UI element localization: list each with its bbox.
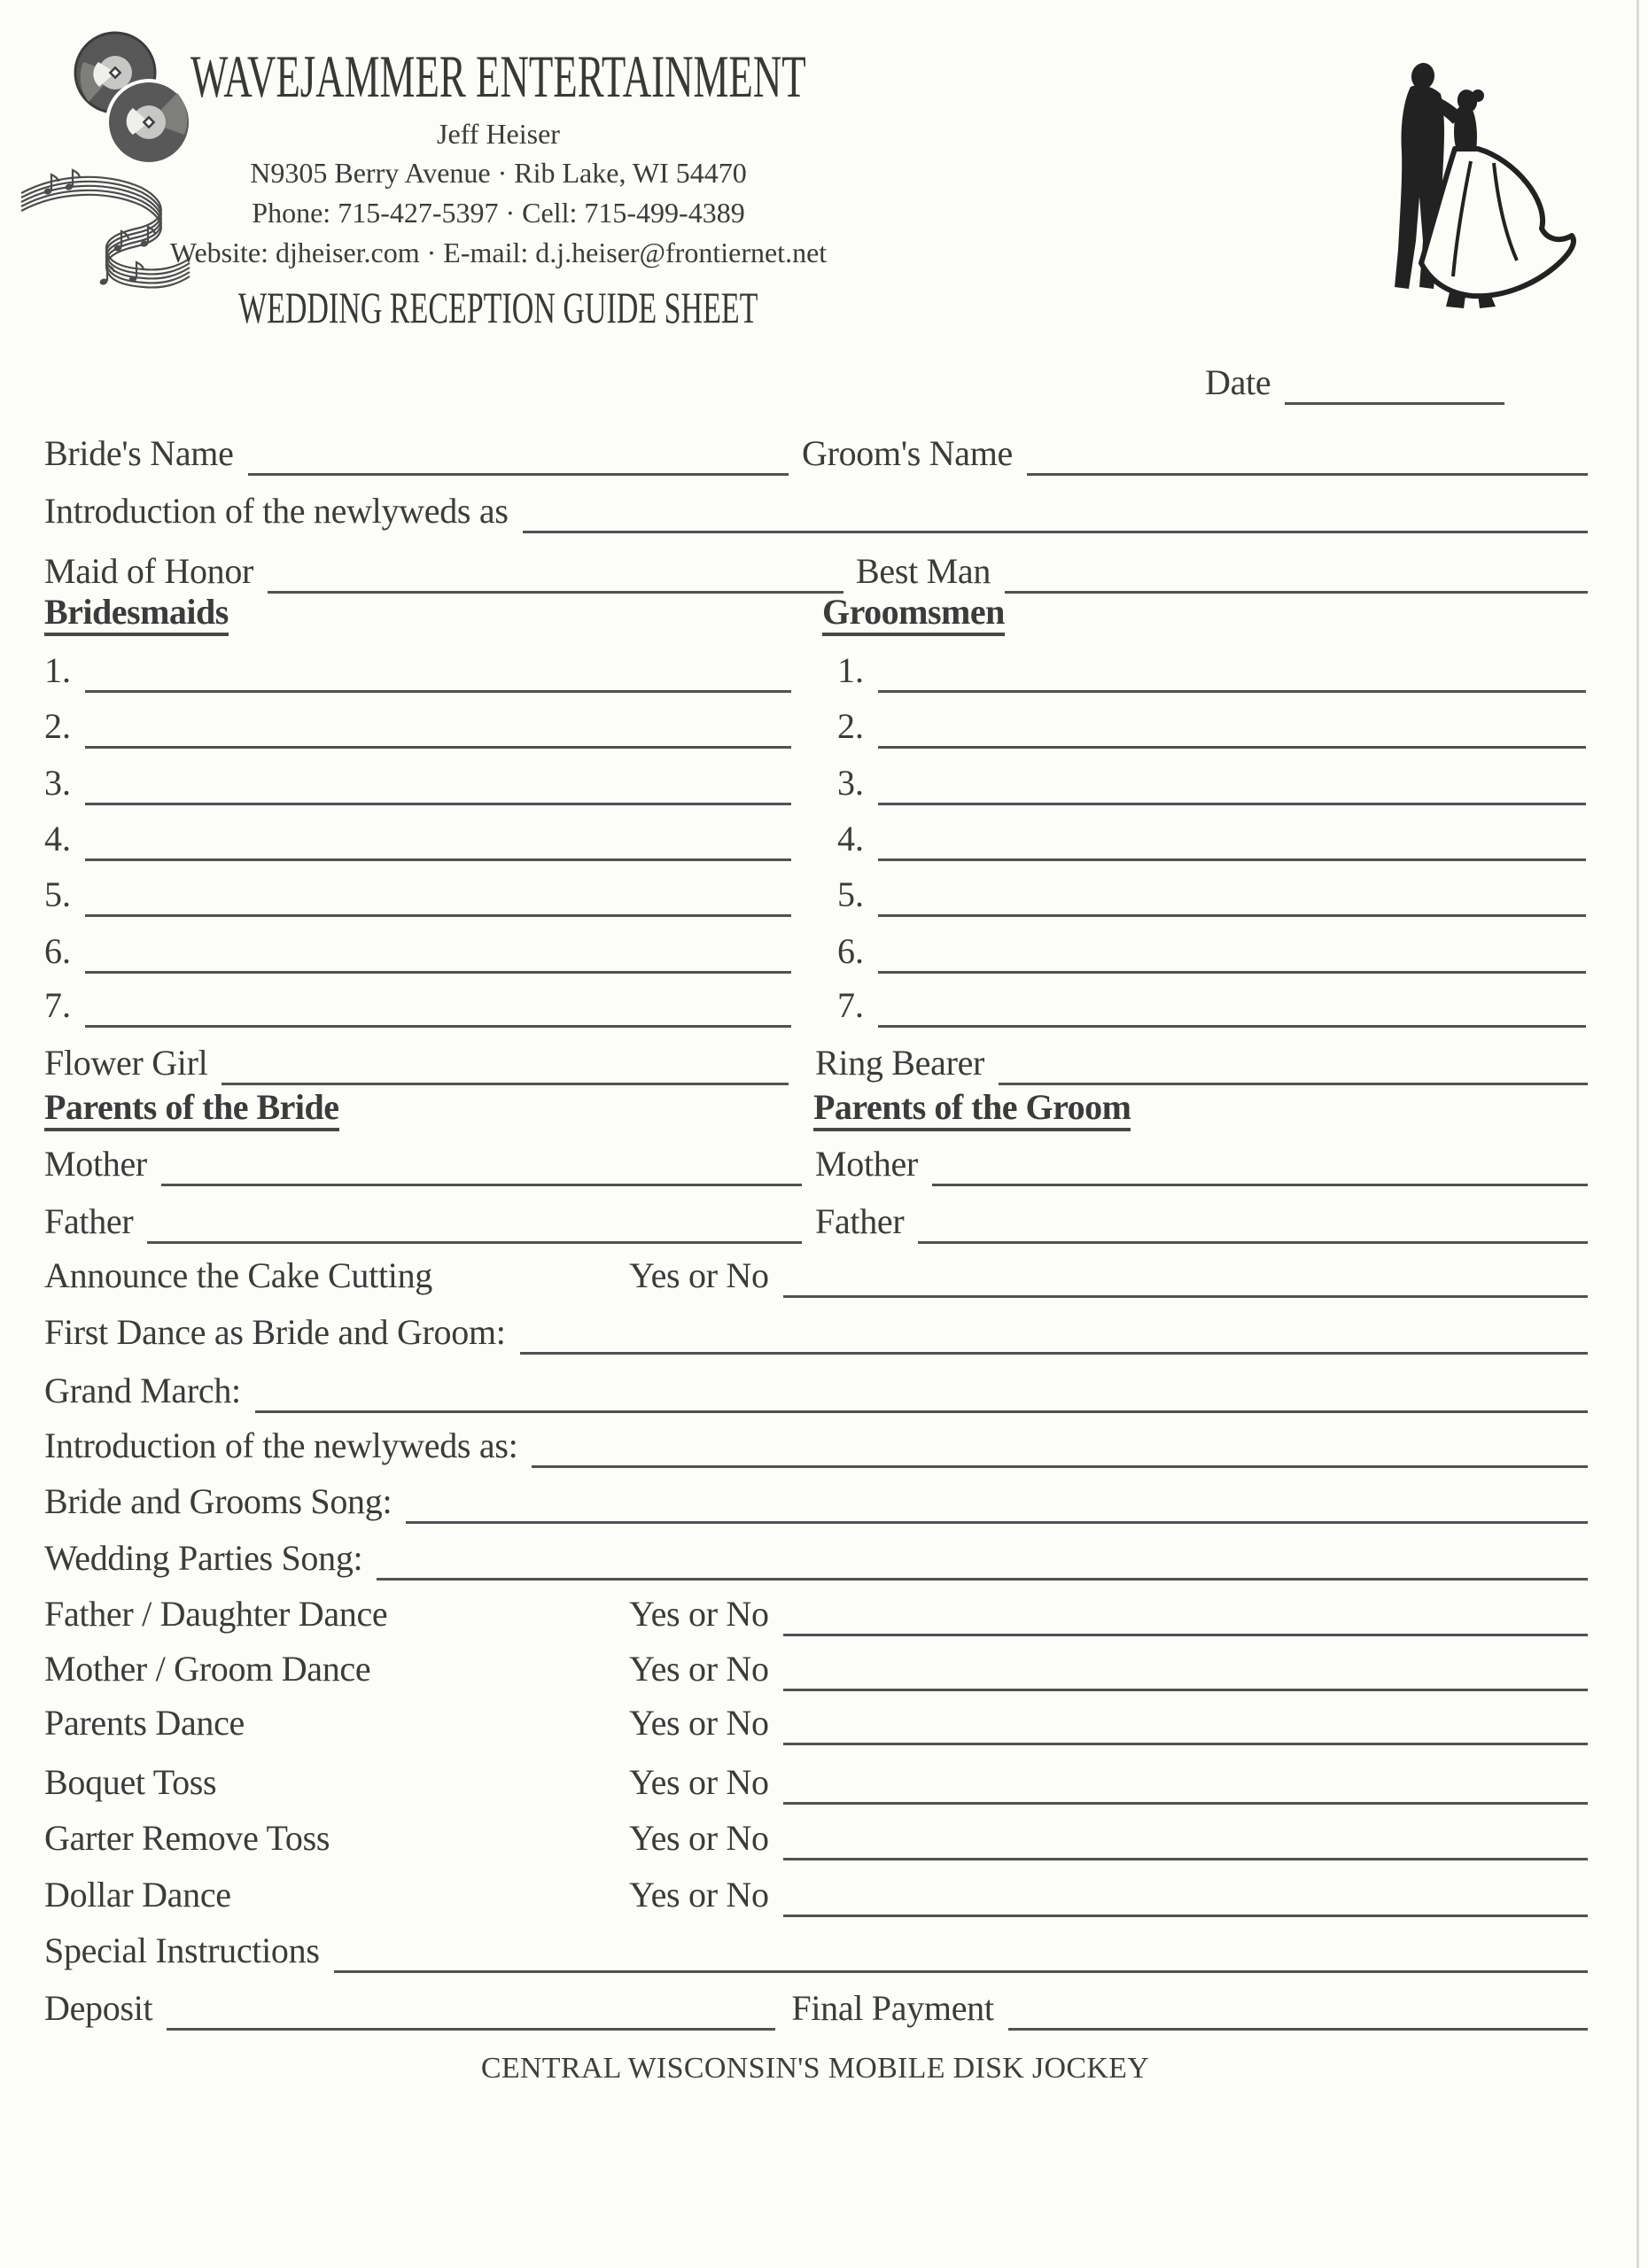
groomsman-row (837, 756, 1586, 805)
ring-bearer-label: Ring Bearer (815, 1043, 985, 1083)
special-instructions-label: Special Instructions (44, 1930, 320, 1970)
groomsman-blank-line (878, 971, 1586, 974)
yes-or-no-label: Yes or No (629, 1649, 769, 1689)
bridesmaid-blank-line (85, 858, 791, 861)
bridesmaid-row (44, 699, 791, 749)
bridesmaid-row (44, 756, 791, 805)
bridesmaid-row (44, 978, 791, 1028)
bridesmaid-number: 7. (44, 985, 71, 1025)
groomsman-number: 7. (837, 985, 864, 1025)
bridesmaid-blank-line (85, 914, 791, 917)
introduction-row (44, 484, 1588, 533)
groom-father-row (815, 1194, 1588, 1244)
groomsman-row (837, 643, 1586, 693)
dollar-dance-label: Dollar Dance (44, 1875, 231, 1915)
garter-remove-toss-row (44, 1811, 1588, 1860)
groomsman-row (837, 699, 1586, 749)
groomsman-number: 2. (837, 706, 864, 746)
yes-or-no-label: Yes or No (629, 1875, 769, 1915)
groomsman-number: 3. (837, 763, 864, 803)
mother-groom-dance-label: Mother / Groom Dance (44, 1649, 371, 1689)
yes-or-no-label: Yes or No (629, 1762, 769, 1802)
groomsman-blank-line (878, 690, 1586, 693)
father-daughter-dance-blank-line (783, 1634, 1588, 1636)
bride-father-blank-line (147, 1241, 802, 1244)
father-daughter-dance-row (44, 1587, 1588, 1636)
bridesmaid-row (44, 643, 791, 693)
maid-of-honor-label: Maid of Honor (44, 551, 254, 591)
boquet-toss-label: Boquet Toss (44, 1762, 217, 1802)
grand-march-blank-line (255, 1410, 1588, 1413)
groomsman-row (837, 978, 1586, 1028)
groomsmen-heading: Groomsmen (822, 594, 1005, 636)
introduction2-label: Introduction of the newlyweds as: (44, 1425, 518, 1465)
deposit-blank-line (167, 2028, 775, 2031)
phone-line: Phone: 715-427-5397 · Cell: 715-499-4389 (252, 197, 745, 229)
bride-grooms-song-blank-line (406, 1521, 1588, 1524)
wedding-parties-song-blank-line (377, 1578, 1588, 1581)
groomsman-blank-line (878, 858, 1586, 861)
groomsman-number: 4. (837, 819, 864, 858)
form-title: WEDDING RECEPTION GUIDE SHEET (238, 283, 758, 332)
grand-march-label: Grand March: (44, 1371, 241, 1410)
bridesmaid-row (44, 867, 791, 917)
groomsman-row (837, 924, 1586, 974)
groom-mother-blank-line (932, 1184, 1588, 1186)
groomsman-blank-line (878, 803, 1586, 805)
groomsman-number: 6. (837, 931, 864, 971)
groom-mother-label: Mother (815, 1144, 918, 1184)
bridesmaid-row (44, 812, 791, 861)
best-man-label: Best Man (856, 551, 991, 591)
parents-of-bride-heading: Parents of the Bride (44, 1089, 339, 1131)
grand-march-row (44, 1363, 1588, 1413)
dollar-dance-row (44, 1868, 1588, 1917)
wedding-parties-song-label: Wedding Parties Song: (44, 1538, 363, 1578)
cake-cutting-label: Announce the Cake Cutting (44, 1255, 432, 1295)
boquet-toss-blank-line (783, 1802, 1588, 1805)
first-dance-blank-line (520, 1352, 1588, 1355)
best-man-row (856, 544, 1588, 594)
flower-girl-row (44, 1036, 789, 1085)
introduction2-blank-line (532, 1465, 1588, 1468)
introduction-label: Introduction of the newlyweds as (44, 491, 509, 531)
final-payment-label: Final Payment (791, 1988, 994, 2028)
dancing-couple-icon (1364, 55, 1586, 314)
bridesmaid-number: 4. (44, 819, 71, 858)
groomsman-number: 1. (837, 650, 864, 690)
best-man-blank-line (1005, 591, 1588, 594)
mother-groom-dance-row (44, 1642, 1588, 1691)
cake-cutting-row (44, 1248, 1588, 1298)
groom-mother-row (815, 1137, 1588, 1186)
garter-remove-toss-label: Garter Remove Toss (44, 1818, 330, 1858)
brides-name-label: Bride's Name (44, 433, 234, 473)
bride-mother-blank-line (161, 1184, 802, 1186)
website-line: Website: djheiser.com · E-mail: d.j.heiser@frontiernet.net (169, 237, 828, 268)
bride-grooms-song-label: Bride and Grooms Song: (44, 1481, 393, 1521)
first-dance-label: First Dance as Bride and Groom: (44, 1312, 506, 1352)
yes-or-no-label: Yes or No (629, 1818, 769, 1858)
groomsman-number: 5. (837, 874, 864, 914)
brides-name-row (44, 426, 789, 476)
grooms-name-row (802, 426, 1588, 476)
brides-name-blank-line (248, 473, 789, 476)
wedding-parties-song-row (44, 1531, 1588, 1581)
yes-or-no-label: Yes or No (629, 1594, 769, 1634)
company-name: WAVEJAMMER ENTERTAINMENT (190, 43, 806, 110)
address-line: N9305 Berry Avenue · Rib Lake, WI 54470 (250, 157, 747, 189)
maid-of-honor-row (44, 544, 843, 594)
deposit-label: Deposit (44, 1988, 153, 2028)
music-staff-notes-icon (18, 168, 195, 301)
flower-girl-blank-line (222, 1083, 789, 1085)
parents-of-groom-heading: Parents of the Groom (813, 1089, 1131, 1131)
maid-of-honor-blank-line (268, 591, 843, 594)
footer-tagline: CENTRAL WISCONSIN'S MOBILE DISK JOCKEY (480, 2052, 1150, 2085)
bridesmaid-blank-line (85, 1025, 791, 1028)
bride-grooms-song-row (44, 1474, 1588, 1524)
groomsman-row (837, 812, 1586, 861)
boquet-toss-row (44, 1755, 1588, 1805)
groomsman-row (837, 867, 1586, 917)
final-payment-blank-line (1008, 2028, 1588, 2031)
bridesmaid-blank-line (85, 746, 791, 749)
first-dance-row (44, 1305, 1588, 1355)
yes-or-no-label: Yes or No (629, 1703, 769, 1743)
groomsman-blank-line (878, 914, 1586, 917)
scan-edge-artifact (1636, 0, 1639, 2268)
bridesmaid-number: 2. (44, 706, 71, 746)
ring-bearer-row (815, 1036, 1588, 1085)
contact-name: Jeff Heiser (437, 118, 560, 150)
deposit-final-payment-row (44, 1981, 1588, 2031)
bridesmaid-number: 3. (44, 763, 71, 803)
cake-cutting-blank-line (783, 1295, 1588, 1298)
grooms-name-blank-line (1027, 473, 1588, 476)
groom-father-label: Father (815, 1201, 905, 1241)
date-row (1205, 355, 1504, 405)
bride-father-label: Father (44, 1201, 134, 1241)
mother-groom-dance-blank-line (783, 1689, 1588, 1691)
special-instructions-blank-line (334, 1970, 1588, 1973)
groom-father-blank-line (918, 1241, 1588, 1244)
gown-shape (1421, 149, 1574, 296)
bridesmaid-number: 6. (44, 931, 71, 971)
ring-bearer-blank-line (999, 1083, 1588, 1085)
bridesmaid-blank-line (85, 690, 791, 693)
father-daughter-dance-label: Father / Daughter Dance (44, 1594, 388, 1634)
yes-or-no-label: Yes or No (629, 1255, 769, 1295)
grooms-name-label: Groom's Name (802, 433, 1014, 473)
bride-father-row (44, 1194, 802, 1244)
date-blank-line (1285, 402, 1504, 405)
bridesmaid-number: 5. (44, 874, 71, 914)
garter-remove-toss-blank-line (783, 1858, 1588, 1860)
introduction2-row (44, 1418, 1588, 1468)
bridesmaid-number: 1. (44, 650, 71, 690)
flower-girl-label: Flower Girl (44, 1043, 208, 1083)
bride-mother-label: Mother (44, 1144, 147, 1184)
introduction-blank-line (523, 531, 1588, 533)
parents-dance-blank-line (783, 1743, 1588, 1745)
bridesmaids-heading: Bridesmaids (44, 594, 229, 636)
bridesmaid-blank-line (85, 971, 791, 974)
groomsman-blank-line (878, 1025, 1586, 1028)
parents-dance-label: Parents Dance (44, 1703, 245, 1743)
date-label: Date (1205, 362, 1271, 402)
groomsman-blank-line (878, 746, 1586, 749)
bridesmaid-row (44, 924, 791, 974)
bridesmaid-blank-line (85, 803, 791, 805)
bride-mother-row (44, 1137, 802, 1186)
parents-dance-row (44, 1696, 1588, 1745)
special-instructions-row (44, 1923, 1588, 1973)
dollar-dance-blank-line (783, 1915, 1588, 1917)
